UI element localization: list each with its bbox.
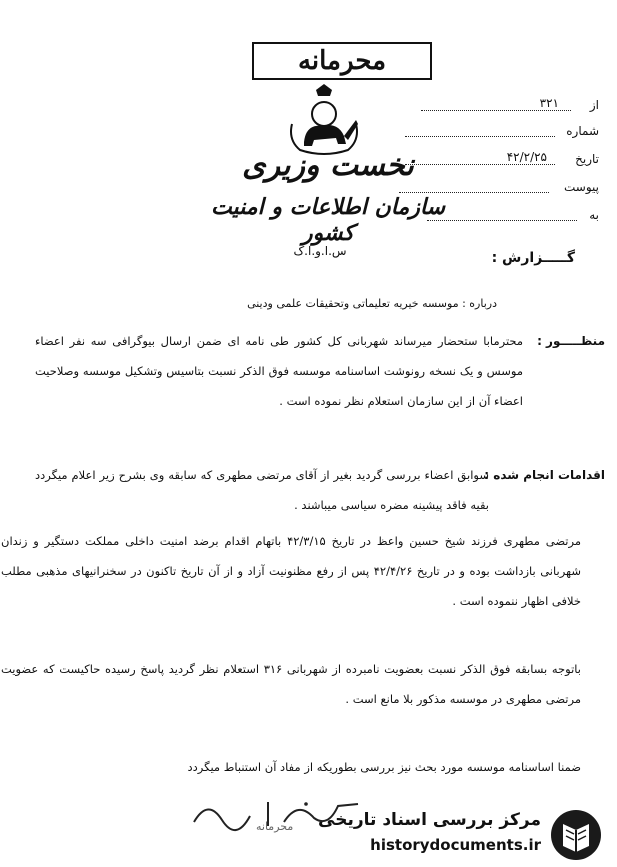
conclusion-paragraph: باتوجه بسابقه فوق الذکر نسبت بعضویت نامبرده از شهربانی ۳۱۶ استعلام نظر گردید پاسخ رسیده حاکیست که عضویت مرتضی مطهری در موسسه مذکور بلا مانع است . <box>1 662 581 706</box>
final-note-paragraph: ضمنا اساسنامه موسسه مورد بحث نیز بررسی بطوریکه از مفاد آن استنباط میگردد <box>187 760 581 774</box>
book-logo-icon <box>549 808 603 862</box>
field-label: شماره <box>566 124 599 138</box>
purpose-paragraph: محترمابا ستحضار میرساند شهربانی کل کشور طی نامه ای ضمن ارسال بیوگرافی سه نفر اعضاء موسس و یک نسخه رونوشت اساسنامه موسسه فوق الذکر نسبت بتاسیس وتشکیل موسسه وصلاحیت اعضاء آن از این سازمان استعلام نظر نموده است . <box>35 334 523 408</box>
signature-stamp-text: محرمانه <box>256 820 294 833</box>
subject-line: درباره : موسسه خیریه تعلیماتی وتحقیقات علمی ودینی <box>247 297 497 310</box>
lion-and-sun-emblem-icon <box>286 84 362 156</box>
actions-label: اقدامات انجام شده : <box>484 468 605 482</box>
reference-code: س.ا.و.ا.ک <box>293 244 347 258</box>
confidential-stamp: محرمانه <box>252 42 432 80</box>
actions-detail-paragraph: مرتضی مطهری فرزند شیخ حسین واعظ در تاریخ ۴۲/۳/۱۵ باتهام اقدام برضد امنیت داخلی مملکت دستگیر و زندان شهربانی بازداشت بوده و در تاریخ ۴۲/۴/۲۶ پس از رفع مظنونیت آزاد و از آن تاریخ تاکنون در سخنرانیهای مذهبی مطلب خلافی اظهار ننموده است . <box>1 534 581 608</box>
watermark-title: مرکز بررسی اسناد تاریخی <box>318 810 541 830</box>
field-number <box>399 124 599 142</box>
field-label: تاریخ <box>575 152 599 166</box>
purpose-label: منظـــــور : <box>537 334 605 348</box>
field-attachment <box>399 180 599 198</box>
field-label: به <box>589 208 599 222</box>
report-heading: گـــــزارش : <box>491 250 575 266</box>
field-value: ۴۲/۲/۲۵ <box>506 150 547 164</box>
field-label: از <box>589 98 599 112</box>
actions-intro-paragraph: سوابق اعضاء بررسی گردید بغیر از آقای مرتضی مطهری که سابقه وی بشرح زیر اعلام میگردد بقیه فاقد پیشینه مضره سیاسی میباشند . <box>35 468 489 512</box>
watermark-url: historydocuments.ir <box>370 836 541 854</box>
field-to <box>399 208 599 226</box>
field-value: ۳۲۱ <box>539 96 559 110</box>
organization-title: سازمان اطلاعات و امنیت کشور <box>210 194 446 246</box>
field-date <box>399 152 599 170</box>
field-from <box>399 98 599 116</box>
archive-watermark <box>303 806 603 862</box>
ministry-title: نخست وزیری <box>242 148 414 183</box>
field-label: پیوست <box>564 180 599 194</box>
